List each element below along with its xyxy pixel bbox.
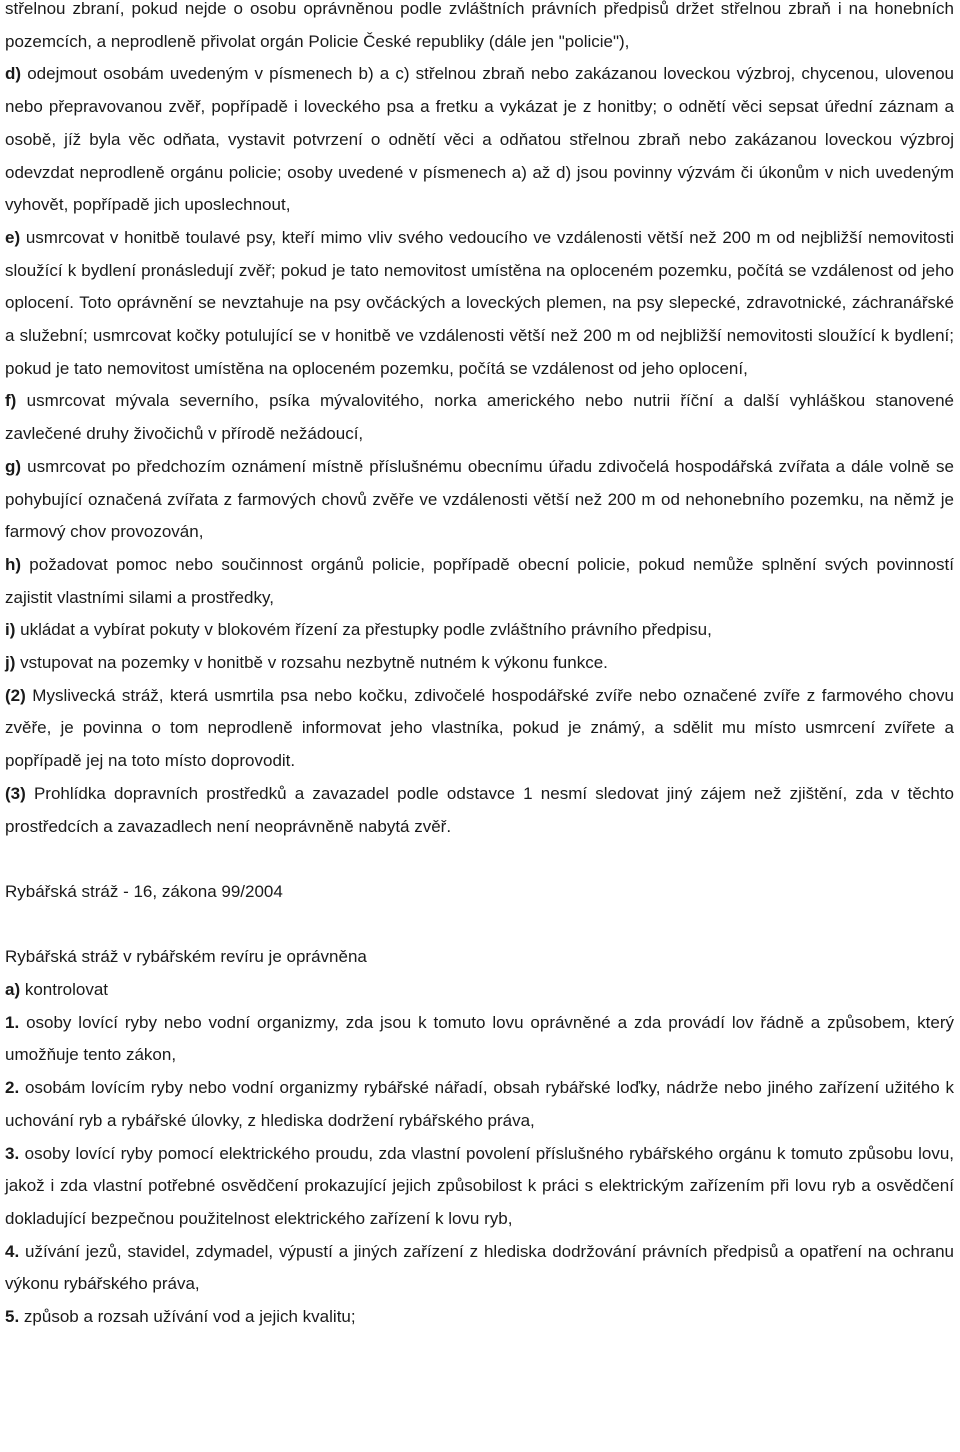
spacer xyxy=(5,843,954,876)
paragraph-2: (2) Myslivecká stráž, která usmrtila psa nebo kočku, zdivočelé hospodářské zvíře nebo označené zvíře z farmového chovu zvěře, je povinna o tom neprodleně informovat jeho vlastníka, pokud je známý, a sdělit mu místo usmrcení zvířete a popřípadě jej na toto místo doprovodit. xyxy=(5,685,954,771)
paragraph-j: j) vstupovat na pozemky v honitbě v rozsahu nezbytně nutném k výkonu funkce. xyxy=(5,653,608,673)
section-heading: Rybářská stráž - 16, zákona 99/2004 xyxy=(5,881,283,901)
section-intro: Rybářská stráž v rybářském revíru je oprávněna xyxy=(5,947,367,967)
item-label: f) xyxy=(5,391,17,411)
item-label: (2) xyxy=(5,685,26,705)
paragraph-f: f) usmrcovat mývala severního, psíka mývalovitého, norka amerického nebo nutrii říční a další vyhláškou stanovené zavlečené druhy živočichů v přírodě nežádoucí, xyxy=(5,391,954,444)
item-a: a) kontrolovat xyxy=(5,980,109,1000)
paragraph-i: i) ukládat a vybírat pokuty v blokovém řízení za přestupky podle zvláštního právního předpisu, xyxy=(5,620,712,640)
item-label: 3. xyxy=(5,1143,20,1163)
paragraph-3: (3) Prohlídka dopravních prostředků a zavazadel podle odstavce 1 nesmí sledovat jiný zájem než zjištění, zda v těchto prostředcích a zavazadlech není neoprávněně nabytá zvěř. xyxy=(5,783,954,836)
numbered-item-1: 1. osoby lovící ryby nebo vodní organizmy, zda jsou k tomuto lovu oprávněné a zda provádí lov řádně a způsobem, který umožňuje tento zákon, xyxy=(5,1012,954,1065)
numbered-item-2: 2. osobám lovícím ryby nebo vodní organizmy rybářské nářadí, obsah rybářské loďky, nádrže nebo jiného zařízení užitého k uchování ryb a rybářské úlovky, z hlediska dodržení rybářského práva, xyxy=(5,1078,954,1130)
paragraph-e: e) usmrcovat v honitbě toulavé psy, kteří mimo vliv svého vedoucího ve vzdálenosti větší než 200 m od nejbližší nemovitosti sloužící k bydlení pronásledují zvěř; pokud je tato nemovitost umístěna na oploceném pozemku, počítá se vzdálenost od jeho oplocení. Toto oprávnění se nevztahuje na psy ovčáckých a loveckých plemen, na psy slepecké, zdravotnické, záchranářské a služební; usmrcovat kočky potulující se v honitbě ve vzdálenosti větší než 200 m od nejbližší nemovitosti sloužící k bydlení; pokud je tato nemovitost umístěna na oploceném pozemku, počítá se vzdálenost od jeho oplocení, xyxy=(5,227,954,378)
paragraph-continuation: střelnou zbraní, pokud nejde o osobu oprávněnou podle zvláštních právních předpisů držet střelnou zbraň i na honebních pozemcích, a neprodleně přivolat orgán Policie České republiky (dále jen "policie"), xyxy=(5,0,954,51)
item-label: e) xyxy=(5,227,21,247)
paragraph-h: h) požadovat pomoc nebo součinnost orgánů policie, popřípadě obecní policie, pokud nemůže splnění svých povinností zajistit vlastními silami a prostředky, xyxy=(5,554,954,607)
numbered-item-4: 4. užívání jezů, stavidel, zdymadel, výpustí a jiných zařízení z hlediska dodržování právních předpisů a opatření na ochranu výkonu rybářského práva, xyxy=(5,1241,954,1294)
item-label: 5. xyxy=(5,1307,20,1327)
item-label: 1. xyxy=(5,1012,20,1032)
item-label: j) xyxy=(5,653,16,673)
spacer xyxy=(5,909,954,942)
item-label: 4. xyxy=(5,1241,20,1261)
item-label: d) xyxy=(5,64,22,84)
item-label: g) xyxy=(5,456,22,476)
item-label: 2. xyxy=(5,1078,20,1098)
item-label: h) xyxy=(5,554,22,574)
numbered-item-3: 3. osoby lovící ryby pomocí elektrického proudu, zda vlastní povolení příslušného rybářského orgánu k tomuto způsobu lovu, jakož i zda vlastní potřebné osvědčení prokazující jejich způsobilost k práci s elektrickým zařízením při lovu ryb a osvědčení dokladující bezpečnou použitelnost elektrického zařízení k lovu ryb, xyxy=(5,1143,954,1228)
paragraph-d: d) odejmout osobám uvedeným v písmenech b) a c) střelnou zbraň nebo zakázanou loveckou výzbroj, chycenou, ulovenou nebo přepravovanou zvěř, popřípadě i loveckého psa a fretku a vykázat je z honitby; o odnětí věci sepsat úřední záznam a osobě, jíž byla věc odňata, vystavit potvrzení o odnětí věci a odňatou střelnou zbraň nebo zakázanou loveckou výzbroj odevzdat neprodleně orgánu policie; osoby uvedené v písmenech a) až d) jsou povinny výzvám či úkonům v nich uvedeným vyhovět, popřípadě jich uposlechnout, xyxy=(5,64,954,215)
numbered-item-5: 5. způsob a rozsah užívání vod a jejich kvalitu; xyxy=(5,1307,356,1327)
item-label: (3) xyxy=(5,783,26,803)
item-label: i) xyxy=(5,620,16,640)
paragraph-g: g) usmrcovat po předchozím oznámení místně příslušnému obecnímu úřadu zdivočelá hospodářská zvířata a dále volně se pohybující označená zvířata z farmových chovů zvěře ve vzdálenosti větší než 200 m od nehonebního pozemku, na němž je farmový chov provozován, xyxy=(5,456,954,542)
item-label: a) xyxy=(5,980,21,1000)
